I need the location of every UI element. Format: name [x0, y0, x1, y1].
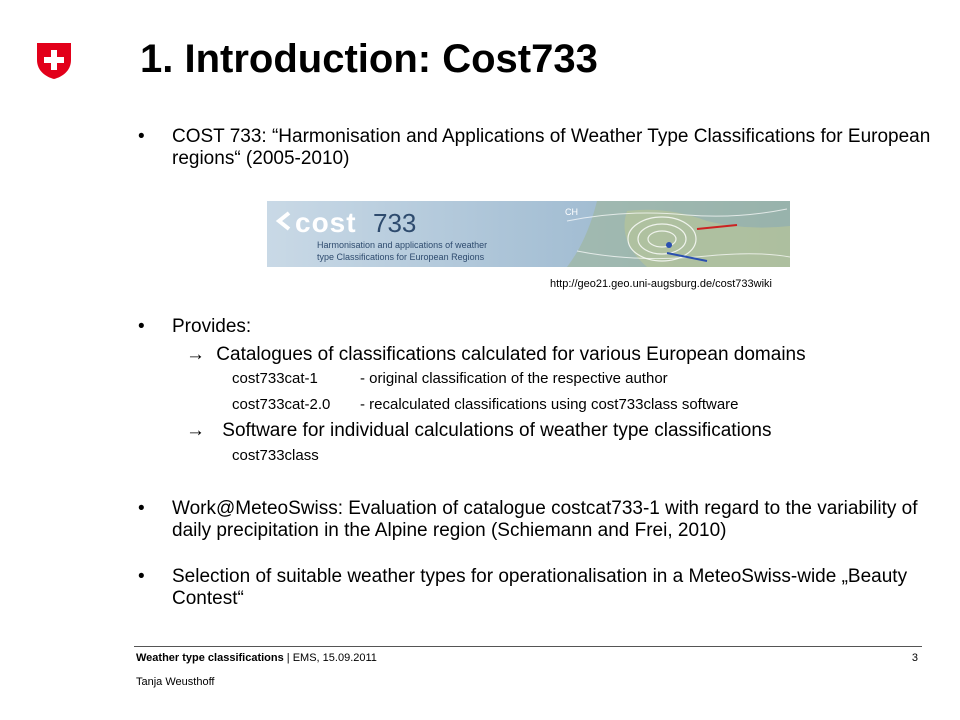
footer-info	[136, 652, 377, 664]
banner-subtitle-line2: type Classifications for European Regions	[317, 252, 485, 262]
bullet-marker: •	[138, 126, 145, 147]
catalogues-line	[186, 344, 806, 366]
software-text: Software for individual calculations of weather type classifications	[222, 420, 772, 441]
bullet-text: COST 733: “Harmonisation and Applications of Weather Type Classifications for European regions“ (2005-2010)	[172, 126, 931, 169]
catalogue-item-cat1	[232, 370, 668, 388]
bullet-marker: •	[138, 498, 145, 519]
catalogue-desc: - recalculated classifications using cost733class software	[360, 396, 739, 413]
footer-topic: Weather type classifications	[136, 652, 284, 664]
right-arrow-icon: →	[186, 420, 205, 441]
swiss-cross-horizontal	[44, 57, 64, 63]
cost-logo-number: 733	[373, 208, 417, 238]
catalogue-name: cost733cat-1	[232, 370, 318, 387]
page-number: 3	[911, 652, 918, 664]
swiss-federal-logo	[36, 42, 72, 80]
catalogue-desc: - original classification of the respective author	[360, 370, 668, 387]
bullet-marker: •	[138, 566, 145, 587]
banner-subtitle-line1: Harmonisation and applications of weather	[317, 240, 488, 250]
footer-divider	[134, 646, 922, 647]
bullet-text: Selection of suitable weather types for operationalisation in a MeteoSwiss-wide „Beauty Contest“	[172, 566, 908, 609]
catalogue-item-cat2	[232, 396, 739, 414]
software-line	[186, 420, 771, 442]
cost733-wiki-link[interactable]: http://geo21.geo.uni-augsburg.de/cost733wiki	[550, 278, 772, 290]
catalogue-name: cost733cat-2.0	[232, 396, 331, 413]
cost733-banner	[267, 201, 790, 267]
software-item: cost733class	[232, 447, 319, 464]
weather-map-graphic	[567, 201, 790, 267]
catalogues-text: Catalogues of classifications calculated for various European domains	[216, 344, 806, 365]
right-arrow-icon: →	[186, 344, 205, 365]
bullet-marker: •	[138, 316, 145, 337]
slide-title: 1. Introduction: Cost733	[140, 37, 598, 81]
banner-map-label: CH	[565, 207, 578, 217]
footer-event: | EMS, 15.09.2011	[283, 652, 377, 664]
footer-author: Tanja Weusthoff	[136, 676, 215, 688]
bullet-text: Provides:	[172, 316, 252, 337]
cost-logo-text: cost	[295, 207, 357, 238]
bullet-text: Work@MeteoSwiss: Evaluation of catalogue costcat733-1 with regard to the variability of daily precipitation in the Alpine region (Schiemann and Frei, 2010)	[172, 498, 918, 541]
